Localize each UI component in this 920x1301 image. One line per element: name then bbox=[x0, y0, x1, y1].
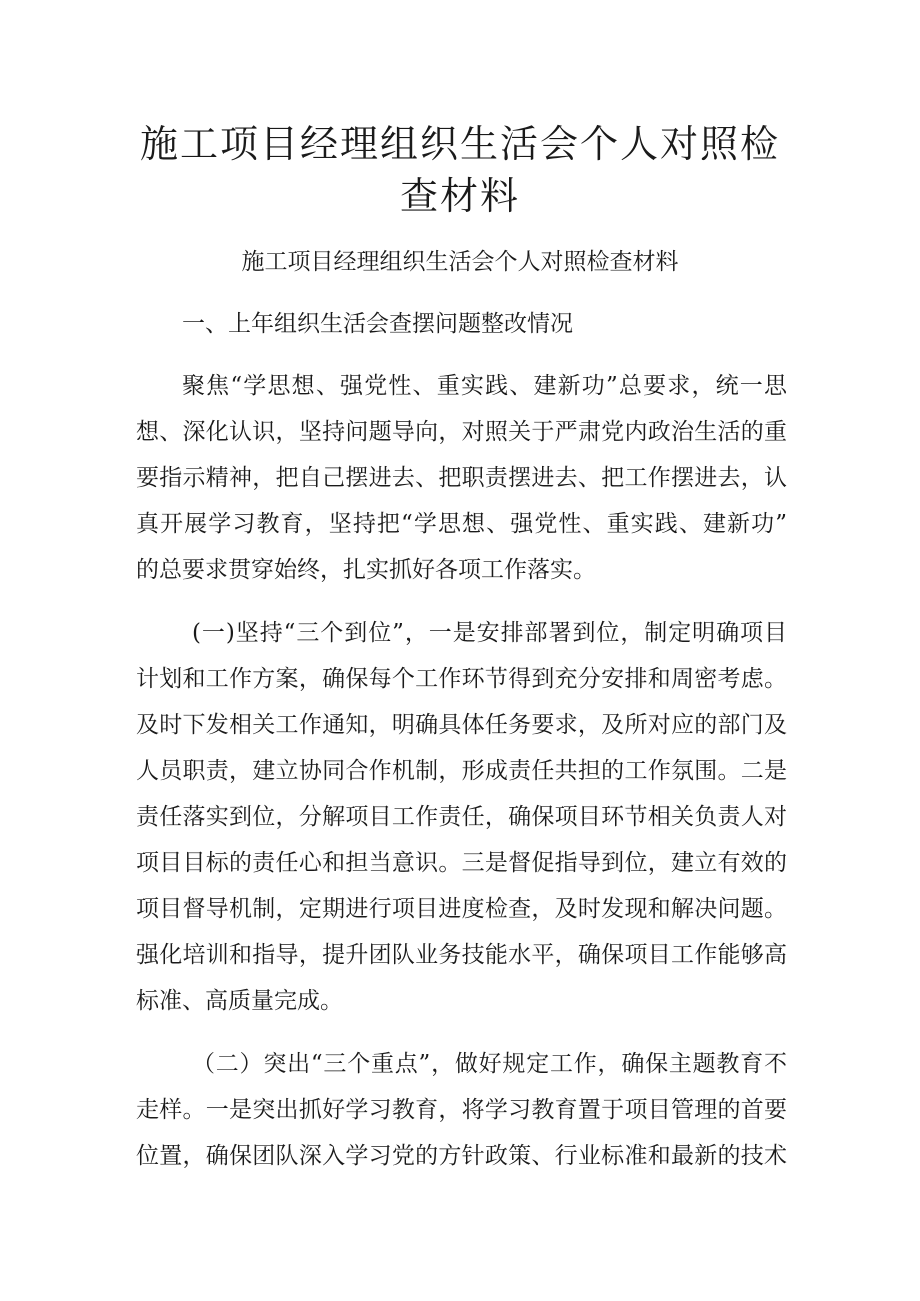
paragraph-line: (一)坚持“三个到位”，一是安排部署到位，制定明确项目 bbox=[192, 620, 787, 646]
paragraph-line: 及时下发相关工作通知，明确具体任务要求，及所对应的部门及 bbox=[136, 712, 787, 738]
section-heading: 一、上年组织生活会查摆问题整改情况 bbox=[182, 311, 573, 337]
paragraph-line: 真开展学习教育，坚持把“学思想、强党性、重实践、建新功” bbox=[136, 511, 787, 537]
paragraph-line: 强化培训和指导，提升团队业务技能水平，确保项目工作能够高 bbox=[136, 942, 787, 968]
paragraph-line: 位置，确保团队深入学习党的方针政策、行业标准和最新的技术 bbox=[136, 1143, 787, 1169]
paragraph-line: 要指示精神，把自己摆进去、把职责摆进去、把工作摆进去，认 bbox=[136, 465, 787, 491]
paragraph-line: 人员职责，建立协同合作机制，形成责任共担的工作氛围。二是 bbox=[136, 758, 787, 784]
paragraph-line: 走样。一是突出抓好学习教育，将学习教育置于项目管理的首要 bbox=[136, 1097, 787, 1123]
document-subtitle: 施工项目经理组织生活会个人对照检查材料 bbox=[241, 249, 679, 275]
paragraph-line: 项目督导机制，定期进行项目进度检查，及时发现和解决问题。 bbox=[136, 896, 787, 922]
paragraph-line: 标准、高质量完成。 bbox=[136, 988, 343, 1014]
paragraph-line: 聚焦“学思想、强党性、重实践、建新功”总要求，统一思 bbox=[182, 373, 787, 399]
paragraph-line: 项目目标的责任心和担当意识。三是督促指导到位，建立有效的 bbox=[136, 850, 787, 876]
paragraph-line: 的总要求贯穿始终，扎实抓好各项工作落实。 bbox=[136, 557, 596, 583]
paragraph-line: 责任落实到位，分解项目工作责任，确保项目环节相关负责人对 bbox=[136, 804, 787, 830]
paragraph-line: 计划和工作方案，确保每个工作环节得到充分安排和周密考虑。 bbox=[136, 666, 787, 692]
paragraph-line: 想、深化认识，坚持问题导向，对照关于严肃党内政治生活的重 bbox=[136, 419, 787, 445]
document-title: 施工项目经理组织生活会个人对照检查材料 bbox=[139, 122, 780, 218]
paragraph-line: （二）突出“三个重点”，做好规定工作，确保主题教育不 bbox=[192, 1051, 787, 1077]
